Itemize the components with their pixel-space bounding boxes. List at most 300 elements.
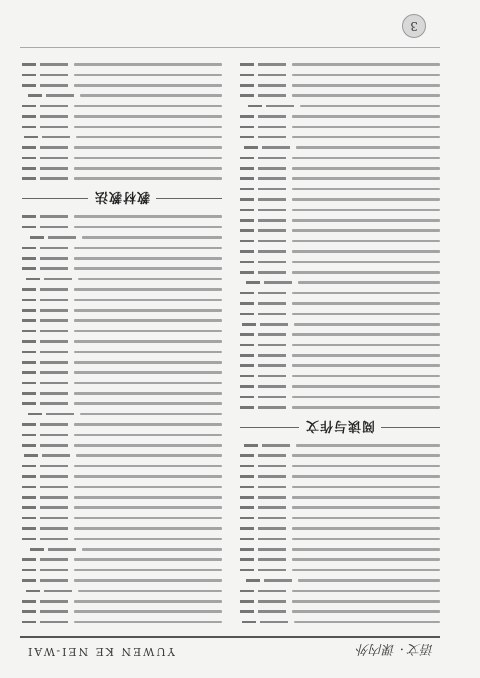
toc-entry-page	[240, 177, 254, 180]
toc-entry	[240, 587, 440, 595]
toc-entry-author	[258, 385, 286, 388]
toc-entry	[22, 431, 222, 439]
toc-entry-page	[22, 257, 36, 260]
toc-entry	[240, 81, 440, 89]
toc-entry-title	[292, 517, 440, 520]
toc-entry	[22, 473, 222, 481]
toc-entry-page	[22, 621, 36, 624]
toc-entry-title	[292, 506, 440, 509]
toc-entry-page	[240, 84, 254, 87]
toc-entry	[22, 400, 222, 408]
toc-entry-page	[22, 167, 36, 170]
toc-entry-page	[22, 506, 36, 509]
page-number: 3	[402, 14, 426, 38]
toc-entry-author	[40, 105, 68, 108]
toc-entry-page	[240, 354, 254, 357]
toc-entry-title	[292, 63, 440, 66]
toc-entry-title	[74, 63, 222, 66]
toc-entry	[22, 133, 222, 141]
toc-entry-title	[74, 558, 222, 561]
toc-entry-title	[292, 600, 440, 603]
toc-entry-author	[258, 610, 286, 613]
toc-entry	[22, 275, 222, 283]
toc-entry-author	[258, 517, 286, 520]
toc-entry-author	[258, 94, 286, 97]
toc-entry-author	[40, 177, 68, 180]
toc-entry	[22, 545, 222, 553]
toc-entry-title	[74, 579, 222, 582]
toc-entry-author	[258, 250, 286, 253]
toc-entry-author	[258, 333, 286, 336]
toc-entry	[22, 213, 222, 221]
toc-entry-page	[22, 517, 36, 520]
toc-entry	[22, 327, 222, 335]
toc-entry	[22, 504, 222, 512]
toc-entry	[240, 403, 440, 411]
toc-entry	[22, 369, 222, 377]
toc-entry	[240, 393, 440, 401]
toc-entry-title	[74, 361, 222, 364]
toc-entry-page	[22, 610, 36, 613]
toc-entry-title	[292, 396, 440, 399]
toc-entry-title	[74, 621, 222, 624]
section-title: 阅读与作文	[304, 417, 375, 433]
toc-entry-page	[22, 486, 36, 489]
toc-entry-page	[240, 219, 254, 222]
toc-entry-page	[22, 319, 36, 322]
toc-entry-author	[258, 219, 286, 222]
toc-entry-page	[240, 188, 254, 191]
section-rule	[240, 427, 299, 428]
toc-entry-title	[74, 610, 222, 613]
toc-entry-author	[258, 538, 286, 541]
toc-entry-title	[74, 538, 222, 541]
toc-entry-title	[74, 74, 222, 77]
toc-entry	[22, 348, 222, 356]
toc-entry-author	[258, 63, 286, 66]
toc-entry	[240, 556, 440, 564]
toc-entry	[240, 383, 440, 391]
toc-entry-title	[292, 333, 440, 336]
toc-entry-page	[240, 454, 254, 457]
section-rule	[156, 198, 222, 199]
toc-entry	[240, 206, 440, 214]
toc-entry-title	[74, 299, 222, 302]
toc-entry	[240, 60, 440, 68]
toc-entry	[240, 289, 440, 297]
toc-entry-author	[40, 423, 68, 426]
toc-entry-author	[40, 527, 68, 530]
toc-entry-author	[258, 126, 286, 129]
toc-entry-page	[22, 444, 36, 447]
toc-entry-page	[240, 465, 254, 468]
toc-entry-author	[258, 198, 286, 201]
toc-entry-author	[40, 157, 68, 160]
toc-entry-title	[74, 434, 222, 437]
toc-entry-author	[40, 579, 68, 582]
toc-entry-title	[76, 454, 222, 457]
toc-entry-title	[292, 486, 440, 489]
toc-entry-author	[258, 569, 286, 572]
toc-entry-author	[258, 157, 286, 160]
toc-entry-page	[22, 84, 36, 87]
toc-entry	[22, 379, 222, 387]
toc-column-left	[240, 58, 440, 626]
toc-entry	[240, 473, 440, 481]
toc-entry-title	[74, 115, 222, 118]
toc-entry-page	[22, 538, 36, 541]
toc-entry	[22, 493, 222, 501]
toc-entry-author	[258, 365, 286, 368]
toc-entry-title	[292, 126, 440, 129]
toc-entry	[22, 244, 222, 252]
toc-entry-author	[40, 610, 68, 613]
toc-entry	[22, 234, 222, 242]
toc-entry-title	[74, 506, 222, 509]
toc-entry-author	[258, 229, 286, 232]
toc-entry-title	[294, 323, 440, 326]
toc-entry-page	[240, 365, 254, 368]
toc-entry-title	[292, 385, 440, 388]
toc-entry-page	[22, 392, 36, 395]
toc-entry-title	[292, 548, 440, 551]
toc-entry-author	[40, 621, 68, 624]
toc-entry-author	[46, 413, 74, 416]
toc-entry	[22, 597, 222, 605]
toc-entry-page	[240, 517, 254, 520]
toc-entry	[240, 441, 440, 449]
toc-entry-title	[292, 271, 440, 274]
toc-entry	[240, 175, 440, 183]
toc-entry-title	[80, 413, 222, 416]
toc-entry	[240, 216, 440, 224]
toc-entry	[22, 337, 222, 345]
toc-entry	[240, 462, 440, 470]
toc-entry-author	[258, 454, 286, 457]
toc-entry-author	[40, 84, 68, 87]
toc-entry	[240, 92, 440, 100]
toc-entry-page	[22, 569, 36, 572]
toc-entry-page	[240, 271, 254, 274]
toc-entry-page	[242, 323, 256, 326]
toc-entry	[22, 60, 222, 68]
toc-entry	[22, 441, 222, 449]
toc-entry-page	[22, 226, 36, 229]
toc-entry-author	[42, 136, 70, 139]
toc-entry-title	[292, 496, 440, 499]
toc-entry-page	[22, 74, 36, 77]
toc-entry-author	[40, 340, 68, 343]
toc-entry	[240, 331, 440, 339]
toc-entry-author	[258, 74, 286, 77]
toc-entry-author	[40, 382, 68, 385]
toc-entry	[22, 296, 222, 304]
toc-entry-author	[258, 115, 286, 118]
toc-entry	[240, 268, 440, 276]
toc-entry-author	[40, 465, 68, 468]
toc-entry	[240, 362, 440, 370]
toc-entry	[22, 175, 222, 183]
toc-entry-title	[80, 94, 222, 97]
toc-entry-author	[258, 496, 286, 499]
toc-entry-author	[40, 444, 68, 447]
toc-entry	[240, 279, 440, 287]
toc-entry-title	[292, 250, 440, 253]
toc-entry	[240, 351, 440, 359]
toc-entry-page	[30, 548, 44, 551]
toc-entry-page	[22, 215, 36, 218]
toc-entry	[240, 112, 440, 120]
toc-entry-page	[240, 63, 254, 66]
toc-entry-page	[248, 105, 262, 108]
toc-entry-title	[298, 579, 440, 582]
toc-entry-page	[28, 94, 42, 97]
toc-entry-page	[240, 229, 254, 232]
footer-rule	[20, 47, 440, 48]
toc-entry-title	[74, 267, 222, 270]
toc-entry-page	[22, 330, 36, 333]
toc-entry-title	[292, 465, 440, 468]
toc-entry-page	[30, 236, 44, 239]
toc-entry-page	[24, 136, 38, 139]
toc-entry-author	[40, 517, 68, 520]
toc-entry-page	[22, 527, 36, 530]
toc-entry-title	[74, 371, 222, 374]
toc-entry-page	[240, 333, 254, 336]
toc-entry	[240, 71, 440, 79]
toc-entry	[22, 102, 222, 110]
toc-entry	[240, 154, 440, 162]
toc-entry-title	[74, 167, 222, 170]
toc-entry	[240, 320, 440, 328]
toc-entry	[240, 144, 440, 152]
toc-entry	[22, 608, 222, 616]
toc-entry-author	[40, 434, 68, 437]
toc-entry	[22, 265, 222, 273]
toc-entry-title	[74, 126, 222, 129]
section-heading	[240, 417, 440, 437]
toc-entry-author	[258, 302, 286, 305]
toc-entry-page	[240, 406, 254, 409]
toc-entry	[240, 258, 440, 266]
toc-entry-page	[22, 267, 36, 270]
toc-entry	[240, 164, 440, 172]
toc-entry	[22, 524, 222, 532]
toc-entry-title	[292, 167, 440, 170]
toc-entry-author	[258, 486, 286, 489]
toc-entry-page	[26, 278, 40, 281]
toc-entry	[240, 618, 440, 626]
toc-entry-page	[240, 344, 254, 347]
toc-entry-title	[292, 74, 440, 77]
toc-entry	[240, 196, 440, 204]
toc-entry	[22, 535, 222, 543]
toc-column-right	[22, 58, 222, 626]
toc-entry-author	[40, 74, 68, 77]
toc-entry-author	[258, 167, 286, 170]
toc-entry-page	[26, 590, 40, 593]
toc-entry	[240, 493, 440, 501]
toc-entry-author	[40, 319, 68, 322]
toc-entry-author	[258, 558, 286, 561]
toc-entry-page	[240, 486, 254, 489]
toc-entry	[240, 514, 440, 522]
toc-entry-author	[258, 313, 286, 316]
toc-entry-title	[74, 157, 222, 160]
toc-entry-page	[22, 434, 36, 437]
toc-entry-title	[292, 313, 440, 316]
toc-entry-page	[240, 126, 254, 129]
toc-entry-title	[292, 538, 440, 541]
toc-entry-author	[262, 146, 290, 149]
toc-entry-page	[244, 146, 258, 149]
toc-entry	[240, 524, 440, 532]
toc-entry	[240, 133, 440, 141]
toc-entry-title	[292, 558, 440, 561]
toc-entry-author	[44, 278, 72, 281]
toc-entry-title	[292, 177, 440, 180]
toc-entry-page	[240, 385, 254, 388]
toc-entry-author	[258, 354, 286, 357]
toc-entry	[240, 597, 440, 605]
toc-entry-author	[40, 351, 68, 354]
toc-entry-page	[246, 281, 260, 284]
toc-entry-author	[258, 600, 286, 603]
toc-entry	[22, 618, 222, 626]
toc-entry-title	[74, 146, 222, 149]
toc-entry-page	[22, 157, 36, 160]
toc-entry-title	[292, 115, 440, 118]
toc-entry-page	[22, 146, 36, 149]
toc-entry	[22, 556, 222, 564]
section-rule	[381, 427, 440, 428]
toc-entry-author	[40, 126, 68, 129]
toc-entry-page	[240, 590, 254, 593]
toc-entry-title	[78, 278, 222, 281]
toc-entry-author	[46, 94, 74, 97]
toc-entry-title	[292, 365, 440, 368]
toc-entry-author	[258, 261, 286, 264]
toc-entry-author	[258, 188, 286, 191]
toc-entry-page	[22, 423, 36, 426]
toc-entry-page	[22, 600, 36, 603]
toc-entry-page	[22, 579, 36, 582]
toc-entry-author	[258, 209, 286, 212]
toc-entry-title	[74, 257, 222, 260]
toc-entry	[240, 483, 440, 491]
toc-entry-page	[240, 396, 254, 399]
toc-entry-title	[74, 600, 222, 603]
toc-entry	[22, 576, 222, 584]
toc-entry	[22, 144, 222, 152]
toc-entry-author	[262, 444, 290, 447]
toc-entry-author	[40, 569, 68, 572]
toc-entry-author	[258, 84, 286, 87]
toc-entry-page	[22, 115, 36, 118]
toc-entry-title	[74, 247, 222, 250]
toc-entry	[240, 299, 440, 307]
toc-entry-page	[22, 63, 36, 66]
toc-entry-title	[300, 105, 440, 108]
toc-entry-page	[24, 454, 38, 457]
toc-entry-page	[240, 496, 254, 499]
toc-entry-author	[40, 257, 68, 260]
toc-entry	[240, 504, 440, 512]
toc-entry-title	[292, 375, 440, 378]
toc-entry	[22, 462, 222, 470]
toc-entry-author	[260, 621, 288, 624]
toc-entry-author	[258, 465, 286, 468]
toc-entry-page	[22, 403, 36, 406]
toc-entry-title	[292, 292, 440, 295]
toc-entry-title	[74, 288, 222, 291]
toc-entry-title	[74, 475, 222, 478]
toc-entry-title	[292, 84, 440, 87]
toc-entry-page	[240, 74, 254, 77]
section-title: 教材教法	[93, 189, 150, 205]
toc-entry-author	[40, 299, 68, 302]
toc-entry-page	[240, 94, 254, 97]
toc-entry-author	[44, 590, 72, 593]
toc-entry	[240, 566, 440, 574]
toc-entry-title	[74, 403, 222, 406]
toc-entry-author	[40, 558, 68, 561]
toc-entry-title	[298, 281, 440, 284]
toc-entry-page	[240, 261, 254, 264]
toc-entry-title	[74, 392, 222, 395]
toc-entry-page	[244, 444, 258, 447]
toc-entry	[22, 112, 222, 120]
toc-entry-author	[258, 396, 286, 399]
toc-entry-author	[258, 240, 286, 243]
magazine-logo: 语文 · 课内外	[356, 641, 434, 656]
toc-entry	[240, 535, 440, 543]
toc-entry-title	[292, 219, 440, 222]
toc-entry-page	[240, 506, 254, 509]
toc-entry-page	[28, 413, 42, 416]
toc-entry-page	[22, 309, 36, 312]
toc-entry	[22, 358, 222, 366]
toc-entry-title	[292, 406, 440, 409]
toc-entry-page	[240, 558, 254, 561]
toc-entry	[22, 317, 222, 325]
toc-entry-author	[258, 527, 286, 530]
toc-entry	[22, 421, 222, 429]
toc-entry-page	[240, 157, 254, 160]
toc-entry-page	[240, 167, 254, 170]
toc-entry-author	[40, 63, 68, 66]
toc-entry-author	[40, 309, 68, 312]
toc-entry	[240, 372, 440, 380]
toc-entry	[22, 123, 222, 131]
toc-entry-author	[40, 371, 68, 374]
toc-entry-title	[292, 344, 440, 347]
toc-entry-page	[240, 292, 254, 295]
toc-entry-page	[22, 105, 36, 108]
toc-entry-author	[40, 247, 68, 250]
toc-entry-title	[74, 496, 222, 499]
toc-entry-page	[22, 177, 36, 180]
toc-entry	[22, 254, 222, 262]
toc-entry-author	[40, 361, 68, 364]
toc-entry-title	[74, 177, 222, 180]
toc-entry-title	[74, 351, 222, 354]
toc-entry	[240, 576, 440, 584]
toc-entry-title	[76, 136, 222, 139]
toc-entry	[240, 608, 440, 616]
toc-entry	[240, 123, 440, 131]
toc-entry-page	[242, 621, 256, 624]
